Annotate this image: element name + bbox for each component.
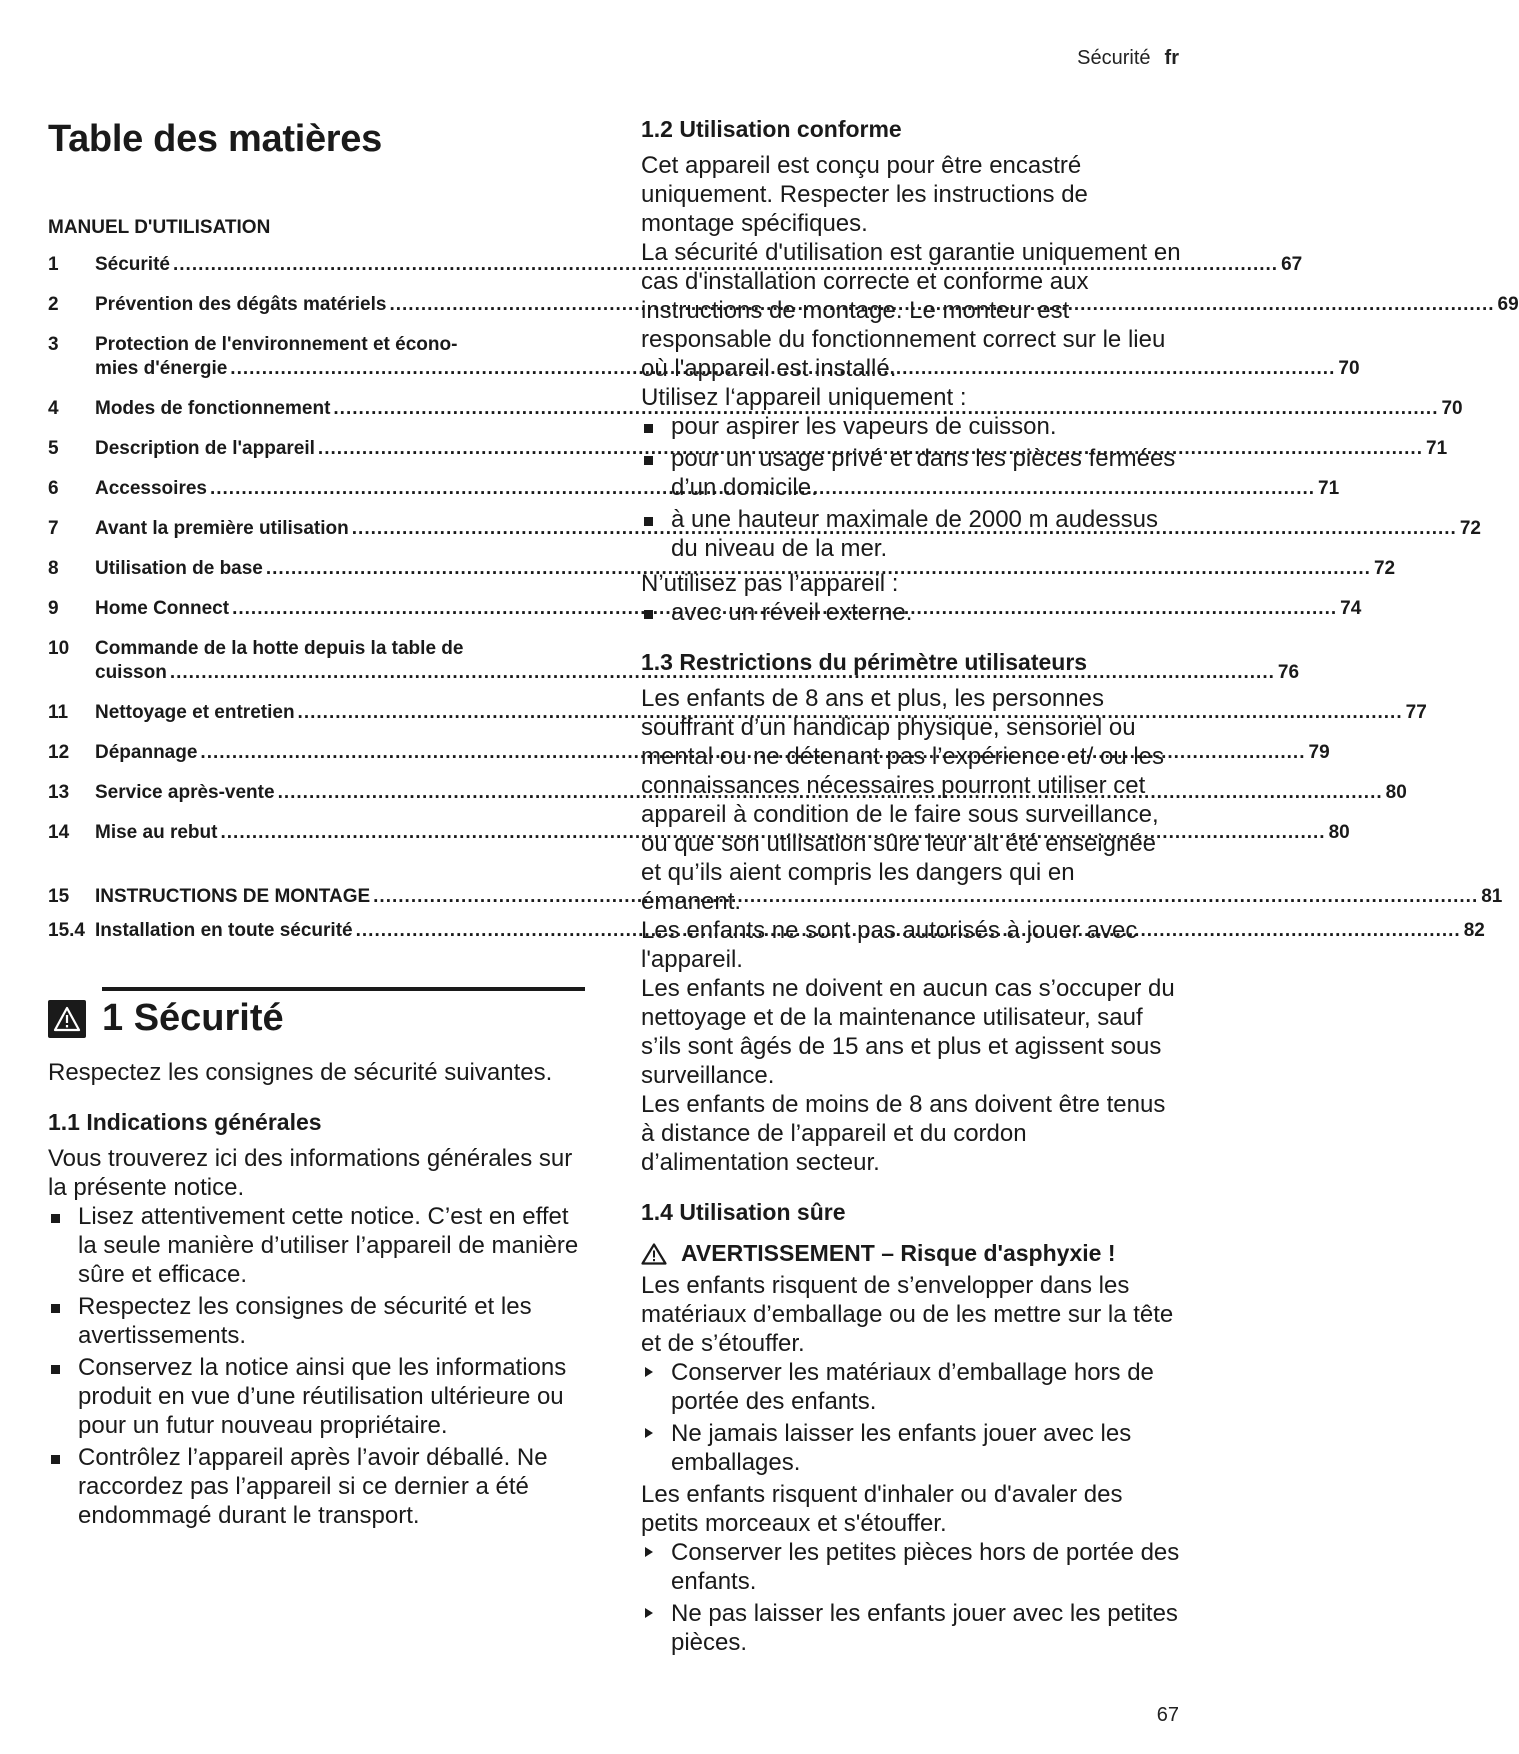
- list-item: Conserver les matériaux d’emballage hors de portée des enfants.: [641, 1358, 1181, 1416]
- toc-entry-page: 77: [1405, 702, 1427, 723]
- warning-triangle-icon: [641, 1243, 667, 1265]
- text-1-3-p2: Les enfants ne sont pas autorisés à jouer avec l'appareil.: [641, 917, 1138, 973]
- section-rule: [102, 987, 585, 991]
- warning-line: [641, 1240, 1181, 1267]
- section-securite: [48, 987, 585, 1530]
- toc-entry[interactable]: [48, 701, 1427, 725]
- bullets-1-1: [48, 1202, 585, 1530]
- toc-entry-number: 4: [48, 398, 59, 419]
- toc-entry-page: 71: [1426, 438, 1448, 459]
- toc-entry-page: 69: [1497, 294, 1519, 315]
- toc-entry-number: 15: [48, 886, 70, 907]
- header-language: fr: [1164, 47, 1179, 69]
- toc-entry[interactable]: [48, 437, 1448, 461]
- text-1-3-p1: Les enfants de 8 ans et plus, les personnes souffrant d’un handicap physique, sensoriel ou mental ou ne détenant pas l’expérience et/ ou les connaissances nécessaires pourront utiliser cet appareil à condition de le faire sous surveillance, ou que son utilisation sûre leur ait été enseignée et qu’ils aient compris les dangers qui en émanent.: [641, 685, 1165, 915]
- text-1-2-p3: Utilisez l‘appareil uniquement :: [641, 384, 967, 411]
- toc-entry-title: cuisson: [95, 662, 167, 683]
- text-1-2-p2: La sécurité d'utilisation est garantie uniquement en cas d'installation correcte et conforme aux instructions de montage. Le monteur est responsable du fonctionnement correct sur le lieu où l'appareil est installé.: [641, 239, 1181, 382]
- toc-install-list: [48, 885, 1503, 943]
- list-item: Lisez attentivement cette notice. C’est en effet la seule manière d’utiliser l’appareil de manière sûre et efficace.: [48, 1202, 585, 1289]
- toc-entry-title: Sécurité: [95, 254, 170, 275]
- toc-entry[interactable]: [48, 741, 1330, 765]
- toc-entry[interactable]: [48, 885, 1503, 909]
- toc-entry-page: 70: [1338, 358, 1360, 379]
- toc-entry-page: 81: [1481, 886, 1503, 907]
- heading-1-3: 1.3 Restrictions du périmètre utilisateurs: [641, 649, 1088, 675]
- heading-1-2: 1.2 Utilisation conforme: [641, 116, 902, 142]
- toc-entry-page: 80: [1385, 782, 1407, 803]
- text-1-4-p1: Les enfants risquent de s’envelopper dans les matériaux d’emballage ou de les mettre sur la tête et de s’étouffer.: [641, 1272, 1174, 1357]
- steps-1-4-a: [641, 1358, 1181, 1477]
- text-1-2-p1: Cet appareil est conçu pour être encastré uniquement. Respecter les instructions de montage spécifiques.: [641, 152, 1088, 237]
- toc-entry-title: Mise au rebut: [95, 822, 218, 843]
- toc-entry-title: Dépannage: [95, 742, 198, 763]
- toc-entry[interactable]: [48, 477, 1340, 501]
- toc-entry-number: 10: [48, 638, 70, 659]
- toc-entry-number: 9: [48, 598, 59, 619]
- list-item: Contrôlez l’appareil après l’avoir déballé. Ne raccordez pas l’appareil si ce dernier a été endommagé durant le transport.: [48, 1443, 585, 1530]
- toc-entry-number: 5: [48, 438, 59, 459]
- toc-entry[interactable]: [48, 821, 1350, 845]
- toc-entry-title: Description de l'appareil: [95, 438, 315, 459]
- page-number: 67: [1156, 1704, 1179, 1726]
- list-item: Ne jamais laisser les enfants jouer avec les emballages.: [641, 1419, 1181, 1477]
- section-intro: Respectez les consignes de sécurité suivantes.: [48, 1059, 553, 1086]
- toc-entry[interactable]: [48, 781, 1407, 805]
- toc-entry-number: 11: [48, 702, 69, 723]
- toc-entry-title: Avant la première utilisation: [95, 518, 349, 539]
- toc-entry-number: 12: [48, 742, 70, 763]
- toc-entry-number: 3: [48, 334, 59, 355]
- toc-entry-title: Protection de l'environnement et écono-: [95, 334, 458, 355]
- section-title: 1 Sécurité: [102, 997, 284, 1039]
- list-item: à une hauteur maximale de 2000 m audessus du niveau de la mer.: [641, 505, 1181, 563]
- toc-entry-page: 82: [1463, 920, 1485, 941]
- list-item: Ne pas laisser les enfants jouer avec les petites pièces.: [641, 1599, 1181, 1657]
- toc-entry-title: mies d'énergie: [95, 358, 228, 379]
- heading-1-1: 1.1 Indications générales: [48, 1109, 322, 1135]
- page-header: [1077, 47, 1179, 70]
- list-item: avec un réveil externe.: [641, 598, 1181, 627]
- warning-text: AVERTISSEMENT – Risque d'asphyxie !: [681, 1240, 1116, 1266]
- toc-entry-number: 1: [48, 254, 59, 275]
- toc-entry-title: Prévention des dégâts matériels: [95, 294, 387, 315]
- toc-entry-title: Installation en toute sécurité: [95, 920, 353, 941]
- text-1-3-p4: Les enfants de moins de 8 ans doivent être tenus à distance de l’appareil et du cordon d’alimentation secteur.: [641, 1091, 1166, 1176]
- toc-entry-title: Nettoyage et entretien: [95, 702, 295, 723]
- toc-entry-number: 15.4: [48, 920, 85, 941]
- toc-entry-page: 71: [1318, 478, 1340, 499]
- toc-entry[interactable]: [48, 557, 1396, 581]
- toc-entry-page: 72: [1373, 558, 1396, 579]
- text-1-4-p2: Les enfants risquent d'inhaler ou d'avaler des petits morceaux et s'étouffer.: [641, 1481, 1123, 1537]
- toc-entry-title: INSTRUCTIONS DE MONTAGE: [95, 886, 371, 907]
- toc-entry-page: 74: [1340, 598, 1362, 619]
- warning-icon: [48, 1000, 86, 1038]
- text-1-2-p4: N’utilisez pas l’appareil :: [641, 570, 899, 597]
- toc-entry-number: 6: [48, 478, 59, 499]
- list-item: Respectez les consignes de sécurité et les avertissements.: [48, 1292, 585, 1350]
- toc-entry[interactable]: [48, 293, 1519, 317]
- text-1-1: Vous trouverez ici des informations générales sur la présente notice.: [48, 1145, 573, 1201]
- toc-entry-page: 79: [1308, 742, 1330, 763]
- list-item: pour aspirer les vapeurs de cuisson.: [641, 412, 1181, 441]
- bullets-1-2-b: [641, 598, 1181, 627]
- bullets-1-2: [641, 412, 1181, 563]
- list-item: Conserver les petites pièces hors de portée des enfants.: [641, 1538, 1181, 1596]
- toc-entry-page: 80: [1328, 822, 1350, 843]
- toc-entry-number: 14: [48, 822, 70, 843]
- toc-manual-label: MANUEL D'UTILISATION: [48, 217, 271, 238]
- toc-entry[interactable]: [48, 333, 1360, 381]
- steps-1-4-b: [641, 1538, 1181, 1657]
- toc-entry-page: 70: [1441, 398, 1463, 419]
- toc-entry-number: 7: [48, 518, 59, 539]
- text-1-3-p3: Les enfants ne doivent en aucun cas s’occuper du nettoyage et de la maintenance utilisateur, sauf s’ils sont âgés de 15 ans et plus et agissent sous surveillance.: [641, 975, 1175, 1089]
- toc-entry-title: Home Connect: [95, 598, 230, 619]
- toc-entry-title: Service après-vente: [95, 782, 275, 803]
- toc-entry-title: Utilisation de base: [95, 558, 263, 579]
- toc-entry[interactable]: [48, 253, 1303, 277]
- toc-entry-page: 67: [1281, 254, 1303, 275]
- toc-entry-title: Commande de la hotte depuis la table de: [95, 638, 464, 659]
- list-item: pour un usage privé et dans les pièces fermées d’un domicile.: [641, 444, 1181, 502]
- toc-entry-number: 8: [48, 558, 59, 579]
- toc-entry-title: Modes de fonctionnement: [95, 398, 331, 419]
- toc-entry-number: 2: [48, 294, 59, 315]
- toc-entry-title: Accessoires: [95, 478, 207, 499]
- heading-1-4: 1.4 Utilisation sûre: [641, 1199, 846, 1225]
- toc-entry[interactable]: [48, 919, 1485, 943]
- header-section: Sécurité: [1077, 47, 1151, 69]
- list-item: Conservez la notice ainsi que les informations produit en vue d’une réutilisation ultérieure ou pour un futur nouveau propriétaire.: [48, 1353, 585, 1440]
- toc-entry-page: 76: [1277, 662, 1300, 683]
- toc-title: Table des matières: [48, 118, 382, 160]
- toc-entry[interactable]: [48, 517, 1481, 541]
- toc-entry-page: 72: [1459, 518, 1481, 539]
- right-column: [641, 116, 1181, 1660]
- toc-entry-number: 13: [48, 782, 70, 803]
